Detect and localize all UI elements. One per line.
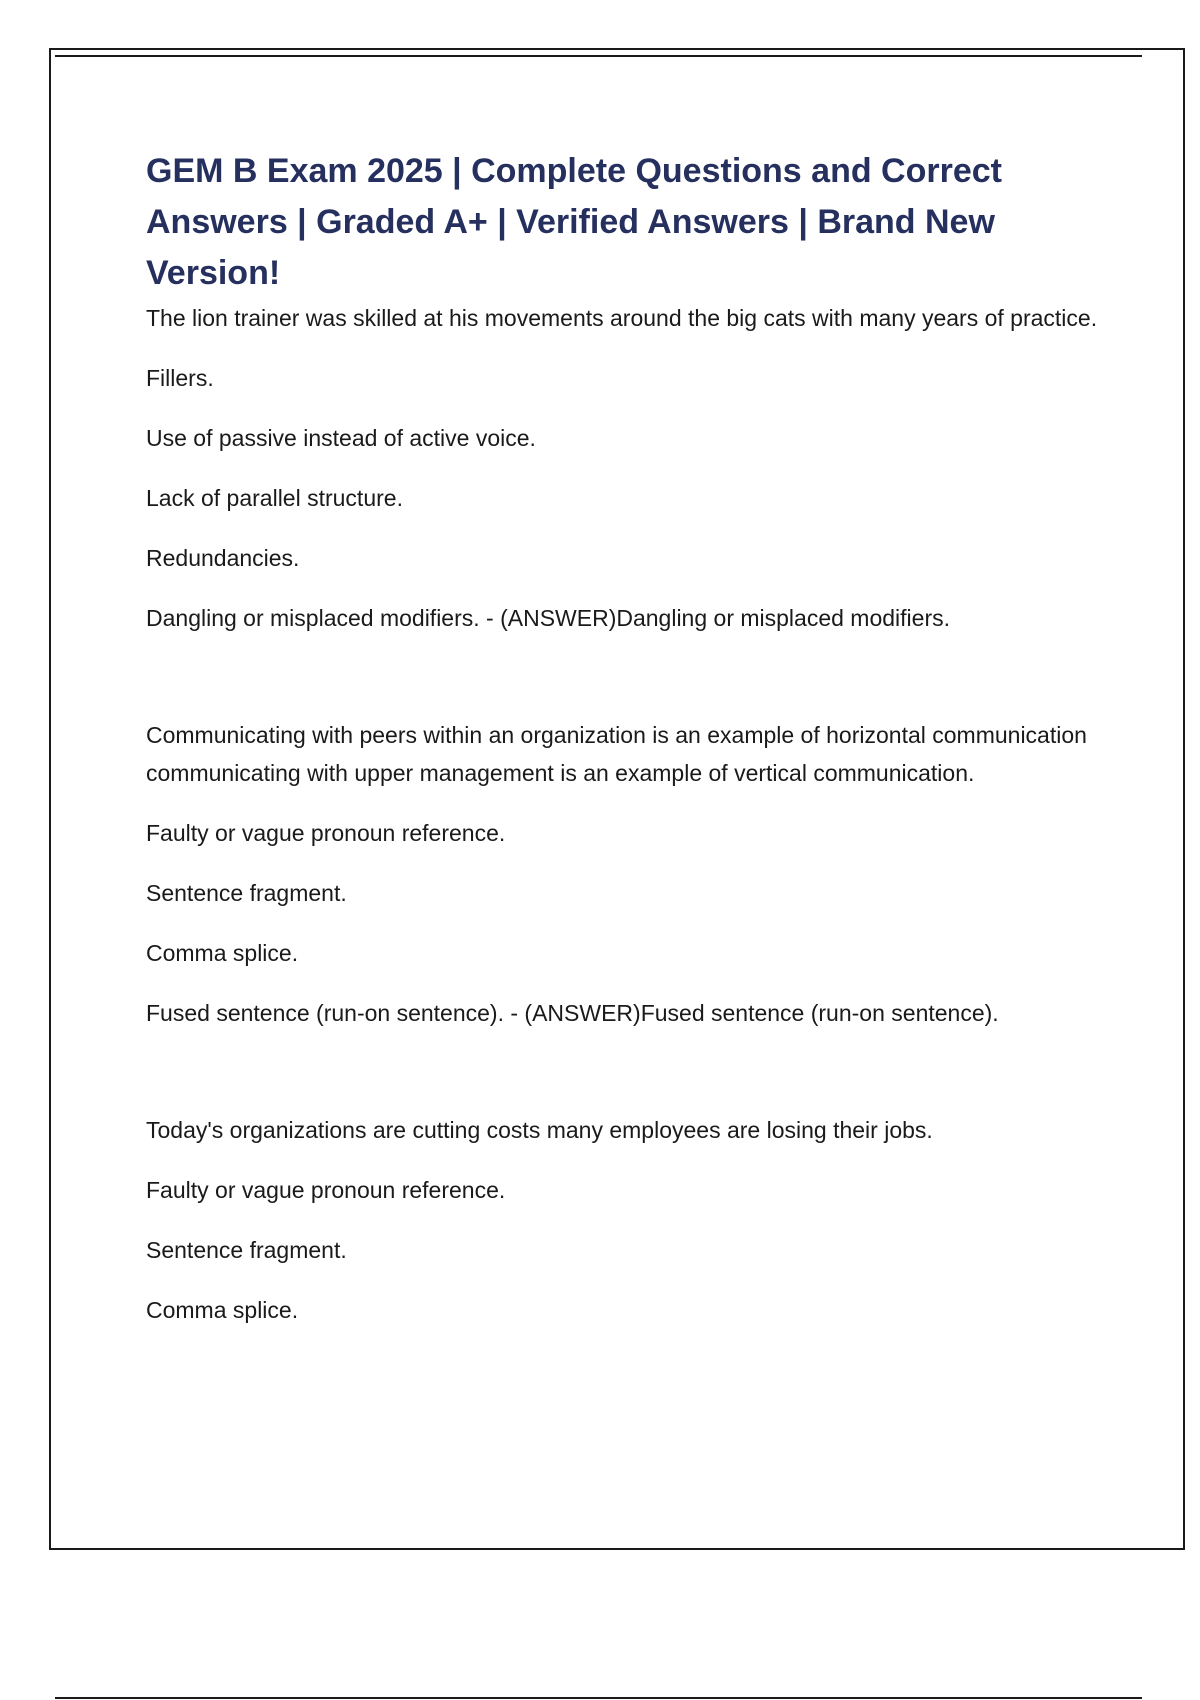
document-title: GEM B Exam 2025 | Complete Questions and Correct Answers | Graded A+ | Verified Answers | Brand New Version! [146, 152, 1002, 292]
question-block-3 [146, 1111, 1106, 1329]
answer-option: Faulty or vague pronoun reference. [146, 820, 506, 846]
question-prompt: The lion trainer was skilled at his movements around the big cats with many years of practice. [146, 305, 1098, 331]
answer-option: Sentence fragment. [146, 1237, 347, 1263]
answer-option: Redundancies. [146, 545, 300, 571]
document-body [146, 146, 1106, 1351]
question-prompt: Today's organizations are cutting costs many employees are losing their jobs. [146, 1117, 933, 1143]
question-block-2 [146, 716, 1106, 1032]
answer-option: Faulty or vague pronoun reference. [146, 1177, 506, 1203]
answer-option-with-answer: Fused sentence (run-on sentence). - (ANSWER)Fused sentence (run-on sentence). [146, 1000, 999, 1026]
answer-option: Sentence fragment. [146, 880, 347, 906]
question-block-1 [146, 299, 1106, 637]
footer-rule [55, 1697, 1142, 1699]
answer-option: Fillers. [146, 365, 214, 391]
answer-option-with-answer: Dangling or misplaced modifiers. - (ANSWER)Dangling or misplaced modifiers. [146, 605, 951, 631]
answer-option: Lack of parallel structure. [146, 485, 403, 511]
answer-option: Comma splice. [146, 940, 299, 966]
question-prompt: Communicating with peers within an organization is an example of horizontal communication communicating with upper management is an example of vertical communication. [146, 722, 1087, 786]
answer-option: Use of passive instead of active voice. [146, 425, 536, 451]
header-rule [55, 55, 1142, 57]
answer-option: Comma splice. [146, 1297, 299, 1323]
